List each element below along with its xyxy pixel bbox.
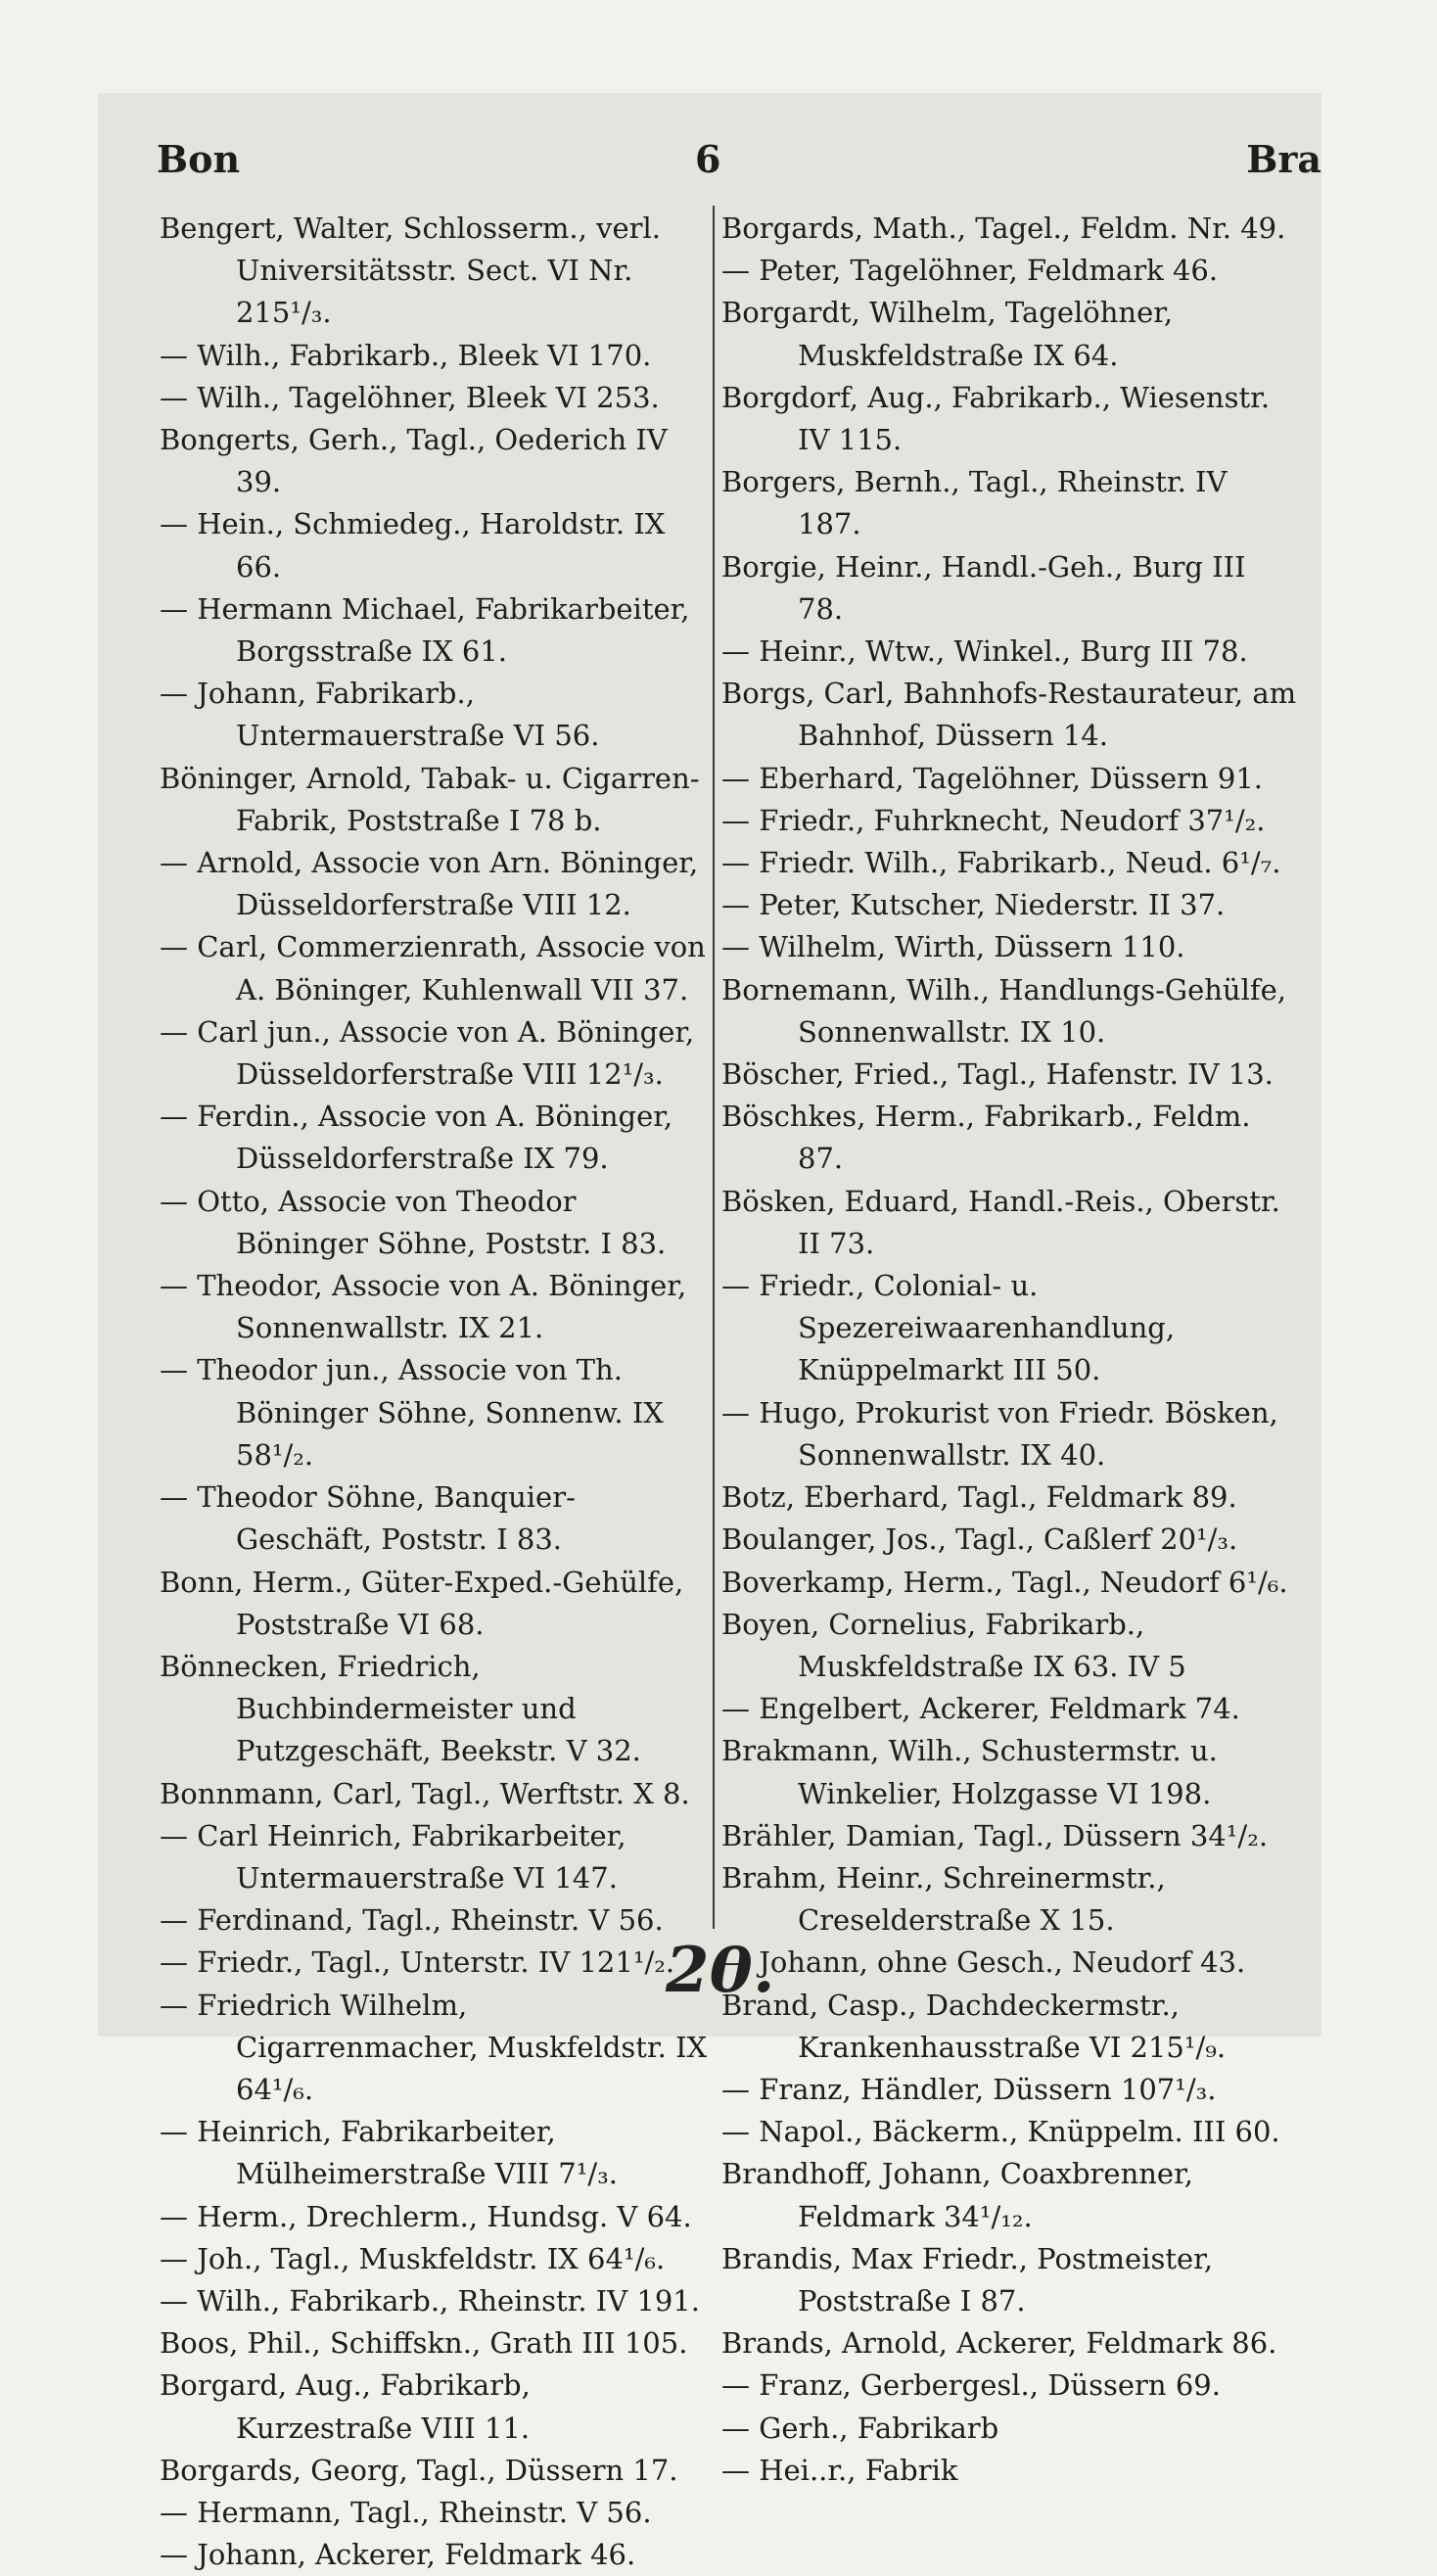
directory-entry: — Peter, Tagelöhner, Feldmark 46.: [721, 254, 1219, 288]
directory-entry: — Hei..r., Fabrik: [721, 2453, 958, 2487]
directory-entry: Brähler, Damian, Tagl., Düssern 34¹/₂.: [721, 1818, 1269, 1852]
directory-entry: — Joh., Tagl., Muskfeldstr. IX 64¹/₆.: [160, 2241, 666, 2275]
directory-entry: Bornemann, Wilh., Handlungs-Gehülfe, Sonnenwallstr. IX 10.: [721, 972, 1286, 1049]
directory-entry: — Carl, Commerzienrath, Associe von A. Böninger, Kuhlenwall VII 37.: [160, 930, 706, 1007]
directory-entry: Bonnmann, Carl, Tagl., Werftstr. X 8.: [160, 1776, 690, 1810]
directory-entry: Brand, Casp., Dachdeckermstr., Krankenhausstraße VI 215¹/₉.: [721, 1988, 1227, 2064]
directory-entry: Brandhoff, Johann, Coaxbrenner, Feldmark 34¹/₁₂.: [721, 2157, 1193, 2233]
directory-entry: Brandis, Max Friedr., Postmeister, Poststraße I 87.: [721, 2241, 1214, 2318]
left-column: [160, 208, 708, 2576]
directory-entry: — Heinrich, Fabrikarbeiter, Mülheimerstraße VIII 7¹/₃.: [160, 2115, 618, 2191]
directory-entry: Bengert, Walter, Schlosserm., verl. Universitätsstr. Sect. VI Nr. 215¹/₃.: [160, 211, 661, 330]
directory-entry: — Carl jun., Associe von A. Böninger, Düsseldorferstraße VIII 12¹/₃.: [160, 1014, 695, 1092]
directory-entry: Brands, Arnold, Ackerer, Feldmark 86.: [721, 2326, 1277, 2361]
directory-entry: — Heinr., Wtw., Winkel., Burg III 78.: [721, 634, 1248, 669]
directory-entry: — Carl Heinrich, Fabrikarbeiter, Untermauerstraße VI 147.: [160, 1818, 626, 1895]
directory-entry: Böninger, Arnold, Tabak- u. Cigarren-Fabrik, Poststraße I 78 b.: [160, 761, 700, 837]
directory-entry: Boulanger, Jos., Tagl., Caßlerf 20¹/₃.: [721, 1522, 1238, 1557]
directory-entry: Borgards, Math., Tagel., Feldm. Nr. 49.: [721, 211, 1286, 245]
directory-entry: — Eberhard, Tagelöhner, Düssern 91.: [721, 761, 1264, 795]
directory-entry: Böscher, Fried., Tagl., Hafenstr. IV 13.: [721, 1057, 1274, 1092]
directory-entry: — Franz, Händler, Düssern 107¹/₃.: [721, 2072, 1217, 2106]
directory-entry: — Peter, Kutscher, Niederstr. II 37.: [721, 888, 1226, 922]
running-head: [157, 137, 1321, 186]
directory-entry: Borgard, Aug., Fabrikarb, Kurzestraße VIII 11.: [160, 2368, 531, 2445]
directory-entry: — Friedr., Colonial- u. Spezereiwaarenhandlung, Knüppelmarkt III 50.: [721, 1269, 1176, 1387]
directory-entry: Brahm, Heinr., Schreinermstr., Creselderstraße X 15.: [721, 1860, 1166, 1938]
directory-entry: Borgers, Bernh., Tagl., Rheinstr. IV 187.: [721, 465, 1228, 541]
directory-entry: — Wilh., Tagelöhner, Bleek VI 253.: [160, 380, 660, 414]
directory-entry: — Wilhelm, Wirth, Düssern 110.: [721, 930, 1185, 964]
directory-entry: — Johann, Ackerer, Feldmark 46.: [160, 2538, 636, 2572]
directory-entry: — Arnold, Associe von Arn. Böninger, Düsseldorferstraße VIII 12.: [160, 846, 699, 922]
column-divider: [713, 206, 715, 1929]
running-head-left: Bon: [157, 137, 241, 181]
directory-entry: — Johann, ohne Gesch., Neudorf 43.: [721, 1945, 1246, 1980]
directory-entry: — Ferdinand, Tagl., Rheinstr. V 56.: [160, 1903, 664, 1938]
directory-entry: Böschkes, Herm., Fabrikarb., Feldm. 87.: [721, 1100, 1251, 1176]
directory-entry: — Theodor jun., Associe von Th. Böninger Söhne, Sonnenw. IX 58¹/₂.: [160, 1353, 664, 1472]
directory-entry: — Hein., Schmiedeg., Haroldstr. IX 66.: [160, 507, 666, 584]
directory-entry: — Herm., Drechlerm., Hundsg. V 64.: [160, 2199, 692, 2233]
directory-entry: — Friedr., Tagl., Unterstr. IV 121¹/₂.: [160, 1945, 675, 1980]
directory-entry: Boverkamp, Herm., Tagl., Neudorf 6¹/₆.: [721, 1565, 1288, 1599]
running-head-right: Bra: [1246, 137, 1321, 181]
handwritten-page-note: 20.: [666, 1934, 775, 2007]
directory-entry: — Hermann Michael, Fabrikarbeiter, Borgsstraße IX 61.: [160, 591, 690, 669]
directory-entry: — Franz, Gerbergesl., Düssern 69.: [721, 2368, 1221, 2403]
directory-entry: Boos, Phil., Schiffskn., Grath III 105.: [160, 2326, 688, 2361]
directory-entry: — Napol., Bäckerm., Knüppelm. III 60.: [721, 2115, 1280, 2149]
directory-entry: Borgardt, Wilhelm, Tagelöhner, Muskfeldstraße IX 64.: [721, 296, 1174, 372]
page-number: 6: [695, 137, 721, 181]
directory-entry: — Theodor, Associe von A. Böninger, Sonnenwallstr. IX 21.: [160, 1269, 687, 1345]
directory-entry: Borgs, Carl, Bahnhofs-Restaurateur, am Bahnhof, Düssern 14.: [721, 677, 1297, 753]
directory-entry: — Hugo, Prokurist von Friedr. Bösken, Sonnenwallstr. IX 40.: [721, 1395, 1278, 1472]
directory-entry: — Friedrich Wilhelm, Cigarrenmacher, Muskfeldstr. IX 64¹/₆.: [160, 1988, 708, 2106]
directory-entry: Bongerts, Gerh., Tagl., Oederich IV 39.: [160, 423, 668, 499]
directory-entry: — Ferdin., Associe von A. Böninger, Düsseldorferstraße IX 79.: [160, 1100, 673, 1176]
directory-entry: — Johann, Fabrikarb., Untermauerstraße VI 56.: [160, 677, 600, 753]
directory-entry: Botz, Eberhard, Tagl., Feldmark 89.: [721, 1480, 1237, 1515]
directory-entry: — Wilh., Fabrikarb., Bleek VI 170.: [160, 338, 652, 372]
directory-entry: Brakmann, Wilh., Schustermstr. u. Winkelier, Holzgasse VI 198.: [721, 1734, 1218, 1810]
directory-entry: Bösken, Eduard, Handl.-Reis., Oberstr. II 73.: [721, 1184, 1280, 1260]
directory-entry: Borgie, Heinr., Handl.-Geh., Burg III 78.: [721, 549, 1246, 626]
directory-entry: Borgdorf, Aug., Fabrikarb., Wiesenstr. IV 115.: [721, 380, 1271, 457]
right-column: [721, 208, 1299, 2492]
directory-entry: — Friedr. Wilh., Fabrikarb., Neud. 6¹/₇.: [721, 846, 1281, 880]
directory-entry: — Hermann, Tagl., Rheinstr. V 56.: [160, 2495, 652, 2529]
directory-entry: Borgards, Georg, Tagl., Düssern 17.: [160, 2453, 678, 2487]
directory-entry: — Wilh., Fabrikarb., Rheinstr. IV 191.: [160, 2283, 700, 2318]
directory-entry: Bönnecken, Friedrich, Buchbindermeister und Putzgeschäft, Beekstr. V 32.: [160, 1649, 641, 1768]
directory-entry: — Friedr., Fuhrknecht, Neudorf 37¹/₂.: [721, 803, 1266, 837]
directory-entry: — Theodor Söhne, Banquier-Geschäft, Poststr. I 83.: [160, 1480, 576, 1557]
directory-entry: — Gerh., Fabrikarb: [721, 2411, 999, 2445]
directory-entry: — Otto, Associe von Theodor Böninger Söhne, Poststr. I 83.: [160, 1184, 667, 1260]
directory-entry: — Engelbert, Ackerer, Feldmark 74.: [721, 1692, 1240, 1726]
directory-entry: Boyen, Cornelius, Fabrikarb., Muskfeldstraße IX 63. IV 5: [721, 1607, 1186, 1683]
directory-entry: Bonn, Herm., Güter-Exped.-Gehülfe, Poststraße VI 68.: [160, 1565, 684, 1641]
